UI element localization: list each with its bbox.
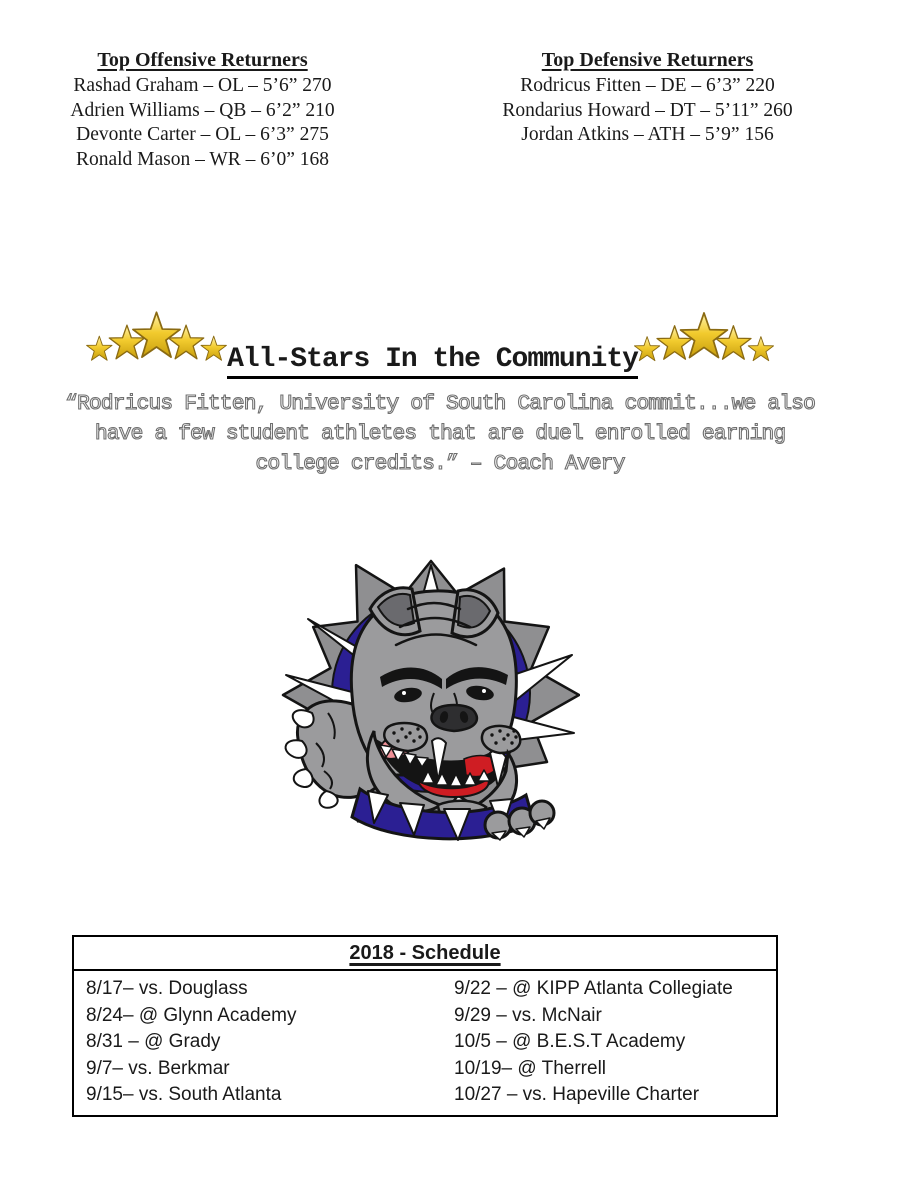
schedule-game: 10/5 – @ B.E.S.T Academy <box>454 1031 686 1053</box>
schedule-game: 10/19– @ Therrell <box>454 1057 607 1079</box>
schedule-row <box>74 1056 776 1083</box>
quote-line: “Rodricus Fitten, University of South Carolina commit...we also <box>65 392 815 416</box>
schedule-game: 9/22 – @ KIPP Atlanta Collegiate <box>454 978 733 999</box>
schedule-row <box>74 1082 776 1109</box>
schedule-game: 8/17– vs. Douglass <box>86 978 248 999</box>
offensive-returners-list <box>30 48 375 172</box>
schedule-table <box>72 935 778 1117</box>
offensive-returners-title: Top Offensive Returners <box>97 49 308 71</box>
quote-line: have a few student athletes that are duel enrolled earning <box>94 422 786 446</box>
bulldog-mascot-image <box>268 543 580 841</box>
defensive-returners-title: Top Defensive Returners <box>541 49 754 71</box>
schedule-title: 2018 - Schedule <box>74 937 776 971</box>
schedule-body <box>74 971 776 1115</box>
coach-quote <box>0 389 880 479</box>
schedule-row <box>74 976 776 1003</box>
schedule-game: 8/31 – @ Grady <box>86 1031 221 1053</box>
player-line: Rashad Graham – OL – 5’6” 270 <box>73 75 332 96</box>
player-line: Adrien Williams – QB – 6’2” 210 <box>70 99 335 121</box>
player-line: Jordan Atkins – ATH – 5’9” 156 <box>521 124 774 145</box>
player-line: Ronald Mason – WR – 6’0” 168 <box>75 148 330 170</box>
schedule-game: 10/27 – vs. Hapeville Charter <box>454 1084 700 1106</box>
schedule-game: 9/15– vs. South Atlanta <box>86 1084 282 1106</box>
schedule-game: 9/29 – vs. McNair <box>454 1004 602 1026</box>
community-heading <box>15 344 850 375</box>
quote-line: college credits.” – Coach Avery <box>255 452 625 476</box>
player-line: Rondarius Howard – DT – 5’11” 260 <box>502 99 793 121</box>
player-line: Rodricus Fitten – DE – 6’3” 220 <box>520 75 775 96</box>
schedule-game: 9/7– vs. Berkmar <box>86 1057 230 1079</box>
community-heading-text: All-Stars In the Community <box>227 344 638 379</box>
schedule-row <box>74 1029 776 1056</box>
schedule-row <box>74 1003 776 1030</box>
player-line: Devonte Carter – OL – 6’3” 275 <box>76 124 329 145</box>
defensive-returners-list <box>475 48 820 148</box>
schedule-game: 8/24– @ Glynn Academy <box>86 1004 297 1026</box>
